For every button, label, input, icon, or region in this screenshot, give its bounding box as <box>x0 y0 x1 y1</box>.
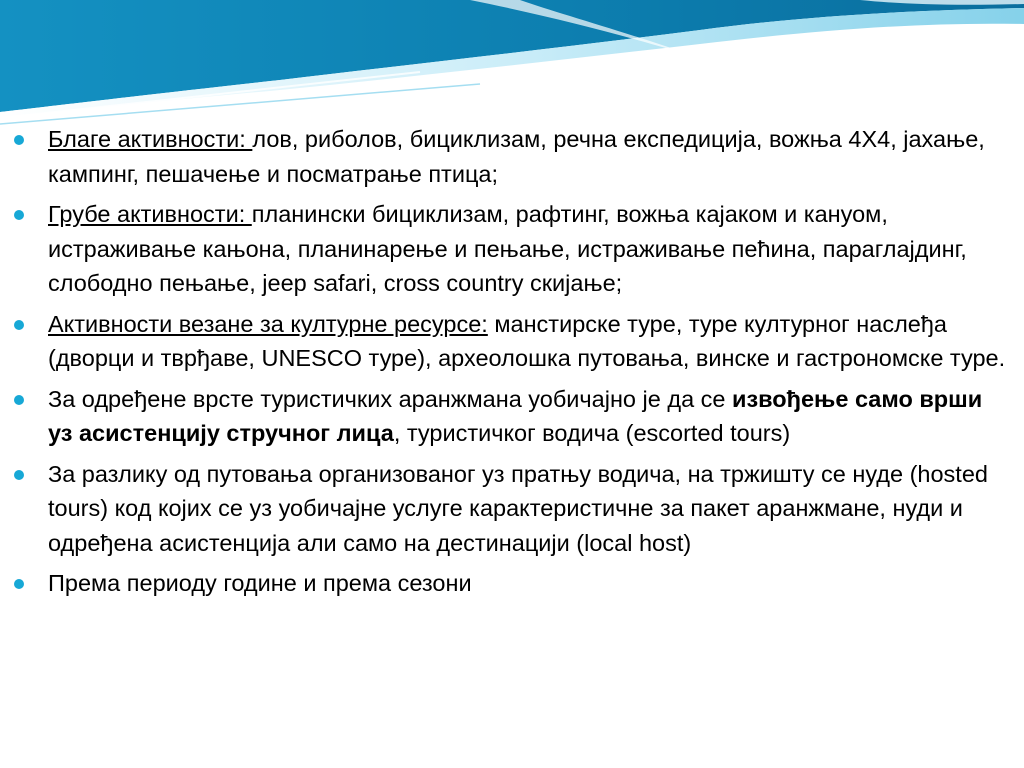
bullet-dot-icon <box>14 135 24 145</box>
bullet-item-rough-activities <box>0 197 1024 301</box>
bullet-heading: Благе активности: <box>48 126 253 152</box>
bullet-text-after: , туристичког водича (escorted tours) <box>393 420 791 446</box>
bullet-dot-icon <box>14 210 24 220</box>
bullet-text: лов, риболов, бициклизам, речна експедиција, вожња 4Х4, јахање, кампинг, пешачење и посматрање птица; <box>48 126 985 187</box>
bullet-item-cultural-activities <box>0 307 1024 376</box>
bullet-heading: Грубе активности: <box>48 201 252 227</box>
bullet-dot-icon <box>14 395 24 405</box>
bullet-heading: Активности везане за културне ресурсе: <box>48 310 488 337</box>
bullet-text-before: За одређене врсте туристичких аранжмана уобичајно је да се <box>48 385 733 412</box>
bullet-text: планински бициклизам, рафтинг, вожња кајаком и кануом, истраживање кањона, планинарење и пењање, истраживање пећина, параглајдинг, слободно пењање, jeep safari, cross country скијање; <box>48 201 967 296</box>
bullet-dot-icon <box>14 470 24 480</box>
bullet-text: За разлику од путовања организованог уз пратњу водича, на тржишту се нуде (hosted tours) код којих се уз уобичајне услуге карактеристичне за пакет аранжмане, нуди и одређена асистенција али само на дестинацији (local host) <box>48 460 988 556</box>
bullet-item-hosted-tours <box>0 457 1024 561</box>
bullet-text: Према периоду године и према сезони <box>48 570 472 596</box>
slide-content <box>0 122 1024 607</box>
bullet-text-bold: извођење само врши уз асистенцију стручног лица <box>48 385 983 446</box>
bullet-dot-icon <box>14 579 24 589</box>
bullet-list <box>0 122 1024 601</box>
bullet-dot-icon <box>14 320 24 330</box>
bullet-item-season <box>0 566 1024 601</box>
bullet-item-escorted-tours <box>0 382 1024 451</box>
header-wave-decoration <box>0 0 1024 130</box>
bullet-item-mild-activities <box>0 122 1024 191</box>
bullet-text: манстирске туре, туре културног наслеђа (дворци и тврђаве, UNESCO туре), археолошка путовања, винске и гастрономске туре. <box>48 310 1006 371</box>
